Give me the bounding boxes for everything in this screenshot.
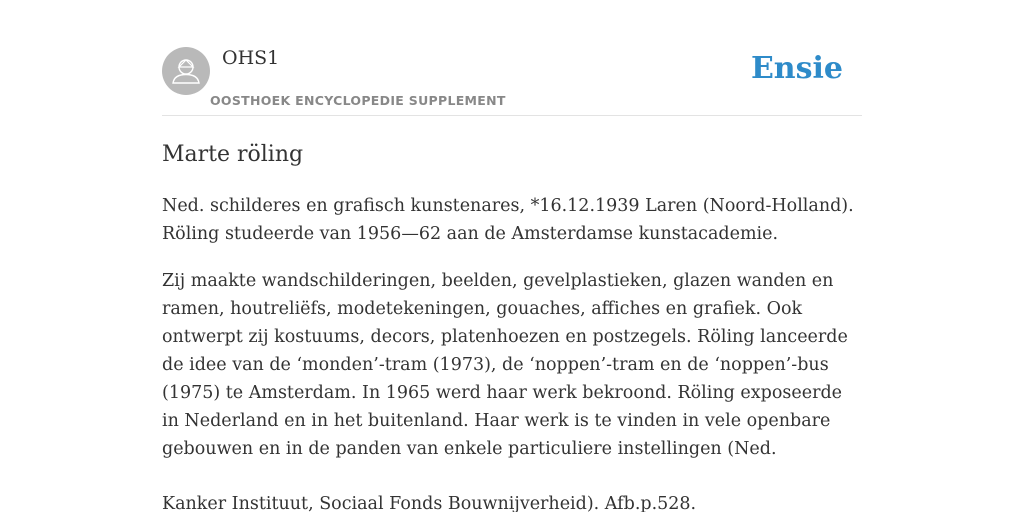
source-name[interactable]: OOSTHOEK ENCYCLOPEDIE SUPPLEMENT [210,93,506,108]
article-paragraph: Ned. schilderes en grafisch kunstenares, *16.12.1939 Laren (Noord-Holland). Röling studeerde van 1956—62 aan de Amsterdamse kunstacademie. [162,196,854,244]
article-title: Marte röling [162,142,304,167]
ensie-logo-link[interactable]: Ensie [750,51,843,86]
user-silhouette-icon[interactable] [162,47,210,95]
article-paragraph: Kanker Instituut, Sociaal Fonds Bouwnijverheid). Afb.p.528. [162,494,697,512]
article-paragraph: Zij maakte wandschilderingen, beelden, gevelplastieken, glazen wanden en ramen, houtreliëfs, modetekeningen, gouaches, affiches en grafiek. Ook ontwerpt zij kostuums, decors, platenhoezen en postzegels. Röling lanceerde de idee van de ‘monden’-tram (1973), de ‘noppen’-tram en de ‘noppen’-bus (1975) te Amsterdam. In 1965 werd haar werk bekroond. Röling exposeerde in Nederland en in het buitenland. Haar werk is te vinden in vele openbare gebouwen en in de panden van enkele particuliere instellingen (Ned. [162,271,848,459]
source-code[interactable]: OHS1 [222,47,280,69]
header [162,0,862,116]
